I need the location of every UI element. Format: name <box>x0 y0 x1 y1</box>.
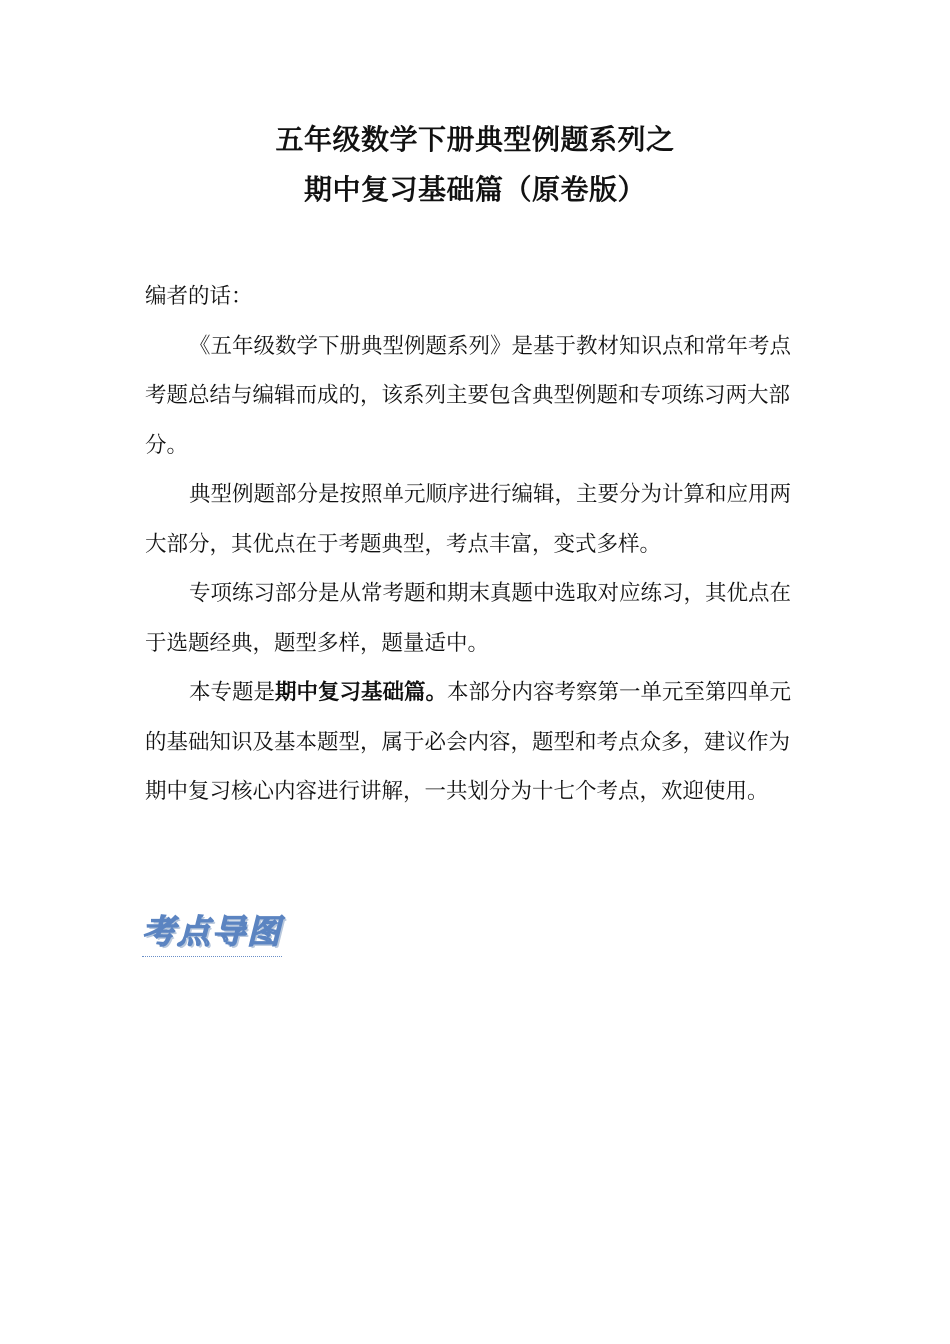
intro-label: 编者的话： <box>145 284 253 309</box>
paragraph4-suffix: 本部分内容考察第一单元至第四单元的基础知识及基本题型，属于必会内容，题型和考点众多，建议作为期中复习核心内容进行讲解，一共划分为十七个考点，欢迎使用。 <box>145 680 792 804</box>
paragraph-series-intro: 《五年级数学下册典型例题系列》是基于教材知识点和常年考点考题总结与编辑而成的，该系列主要包含典型例题和专项练习两大部分。 <box>145 333 792 458</box>
document-title-line1: 五年级数学下册典型例题系列之 <box>275 123 675 156</box>
paragraph-topic-description <box>145 668 795 817</box>
editor-note <box>145 272 795 817</box>
topic-name-bold: 期中复习基础篇。 <box>275 680 448 705</box>
document-title-line2: 期中复习基础篇（原卷版） <box>303 173 646 206</box>
paragraph-typical-examples: 典型例题部分是按照单元顺序进行编辑，主要分为计算和应用两大部分，其优点在于考题典型，考点丰富，变式多样。 <box>145 482 792 557</box>
paragraph-special-practice: 专项练习部分是从常考题和期末真题中选取对应练习，其优点在于选题经典，题型多样，题量适中。 <box>145 581 792 656</box>
paragraph4-prefix: 本专题是 <box>189 680 276 705</box>
mindmap-heading: 考点导图 <box>142 910 282 957</box>
